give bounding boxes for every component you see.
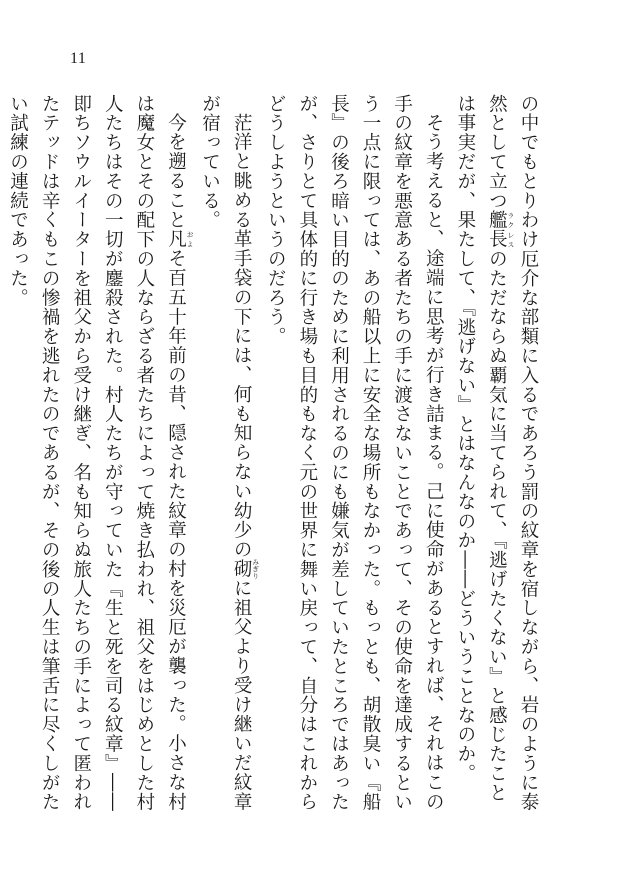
text-segment: に祖父より受け継いだ紋章が宿っている。 [199,94,253,811]
text-segment: そ百五十年前の昔、隠された紋章の村を災厄が襲った。小さな村は魔女とその配下の人ならざる者たちによって焼き払われ、祖父をはじめとした村人たちはその一切が鏖殺された。村人たちが守っていた『生と死を司る紋章』――即ちソウルイーターを祖父から受け継ぎ、名も知らぬ旅人たちの手によって匿われたテッドは辛くもこの惨禍を逃れたのであるが、その後の人生は筆舌に尽くしがたい試練の連続であった。 [7,94,187,812]
ruby-reading: ラクレス [506,210,515,250]
paragraph-2 [260,94,450,814]
ruby-base: 艦長 [486,210,508,250]
ruby-annotation [486,210,515,250]
text-segment: のただならぬ覇気に当てられて、『逃げたくない』と感じたことは事実だが、果たして、『逃げない』とはなんなのか――どういうことなのか。 [454,94,508,803]
ruby-reading: およ [185,228,194,249]
body-text [7,94,544,814]
text-segment: の中でもとりわけ厄介な部類に入るであろう罰の紋章を宿しながら、岩のように泰然として立つ [486,94,539,812]
ruby-base: 砌 [231,557,253,579]
ruby-base: 凡 [165,228,187,249]
page-number: 11 [70,50,87,67]
text-segment: そう考えると、途端に思考が行き詰まる。己に使命があるとすれば、それはこの手の紋章を悪意ある者たちの手に渡さないことであって、その使命を達成するという一点に限っては、あの船以上に安全な場所もなかった。もっとも、胡散臭い『船長』の後ろ暗い目的のために利用されるのにも嫌気が差していたところではあったが、さりとて具体的に行き場も目的もなく元の世界に舞い戻って、自分はこれからどうしようというのだろう。 [265,94,445,812]
paragraph-3 [194,94,260,814]
ruby-reading: みぎり [251,557,260,579]
paragraph-4 [2,94,194,814]
paragraph-1 [449,94,544,814]
text-segment: 今を遡ること [165,112,187,229]
text-segment: 茫洋と眺める革手袋の下には、何も知らない幼少の [231,112,253,559]
ruby-annotation [165,228,194,249]
ruby-annotation [231,557,260,579]
